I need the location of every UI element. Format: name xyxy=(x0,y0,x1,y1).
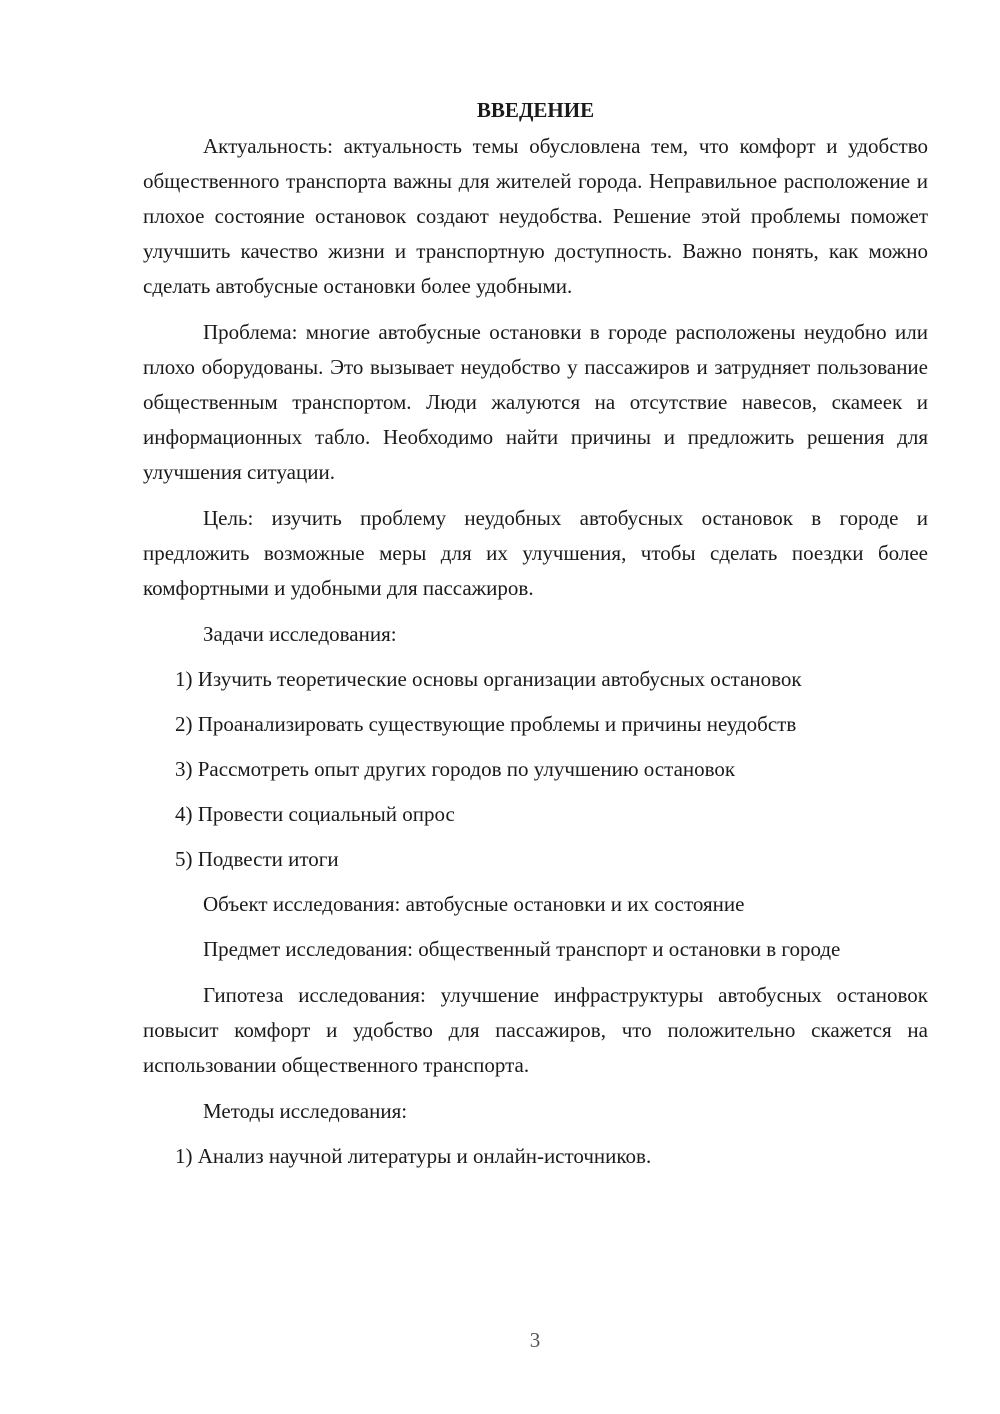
goal-paragraph: Цель: изучить проблему неудобных автобусных остановок в городе и предложить возможные меры для их улучшения, чтобы сделать поездки более комфортными и удобными для пассажиров. xyxy=(143,506,928,600)
task-item: 3) Рассмотреть опыт других городов по улучшению остановок xyxy=(175,757,736,781)
method-item: 1) Анализ научной литературы и онлайн-источников. xyxy=(175,1144,652,1168)
methods-heading: Методы исследования: xyxy=(203,1099,408,1123)
relevance-paragraph: Актуальность: актуальность темы обусловлена тем, что комфорт и удобство общественного транспорта важны для жителей города. Неправильное расположение и плохое состояние остановок создают неудобства. Решение этой проблемы поможет улучшить качество жизни и транспортную доступность. Важно понять, как можно сделать автобусные остановки более удобными. xyxy=(143,134,928,298)
object-paragraph: Объект исследования: автобусные остановки и их состояние xyxy=(203,892,745,916)
document-page xyxy=(143,95,928,1184)
hypothesis-paragraph: Гипотеза исследования: улучшение инфраструктуры автобусных остановок повысит комфорт и удобство для пассажиров, что положительно скажется на использовании общественного транспорта. xyxy=(143,983,928,1077)
subject-paragraph: Предмет исследования: общественный транспорт и остановки в городе xyxy=(203,937,841,961)
task-item: 5) Подвести итоги xyxy=(175,847,339,871)
page-title: ВВЕДЕНИЕ xyxy=(476,98,595,122)
problem-paragraph: Проблема: многие автобусные остановки в городе расположены неудобно или плохо оборудованы. Это вызывает неудобство у пассажиров и затрудняет пользование общественным транспортом. Люди жалуются на отсутствие навесов, скамеек и информационных табло. Необходимо найти причины и предложить решения для улучшения ситуации. xyxy=(143,320,928,484)
task-item: 2) Проанализировать существующие проблемы и причины неудобств xyxy=(175,712,797,736)
tasks-heading: Задачи исследования: xyxy=(203,622,397,646)
task-item: 4) Провести социальный опрос xyxy=(175,802,455,826)
task-item: 1) Изучить теоретические основы организации автобусных остановок xyxy=(175,667,802,691)
page-number: 3 xyxy=(529,1328,541,1352)
